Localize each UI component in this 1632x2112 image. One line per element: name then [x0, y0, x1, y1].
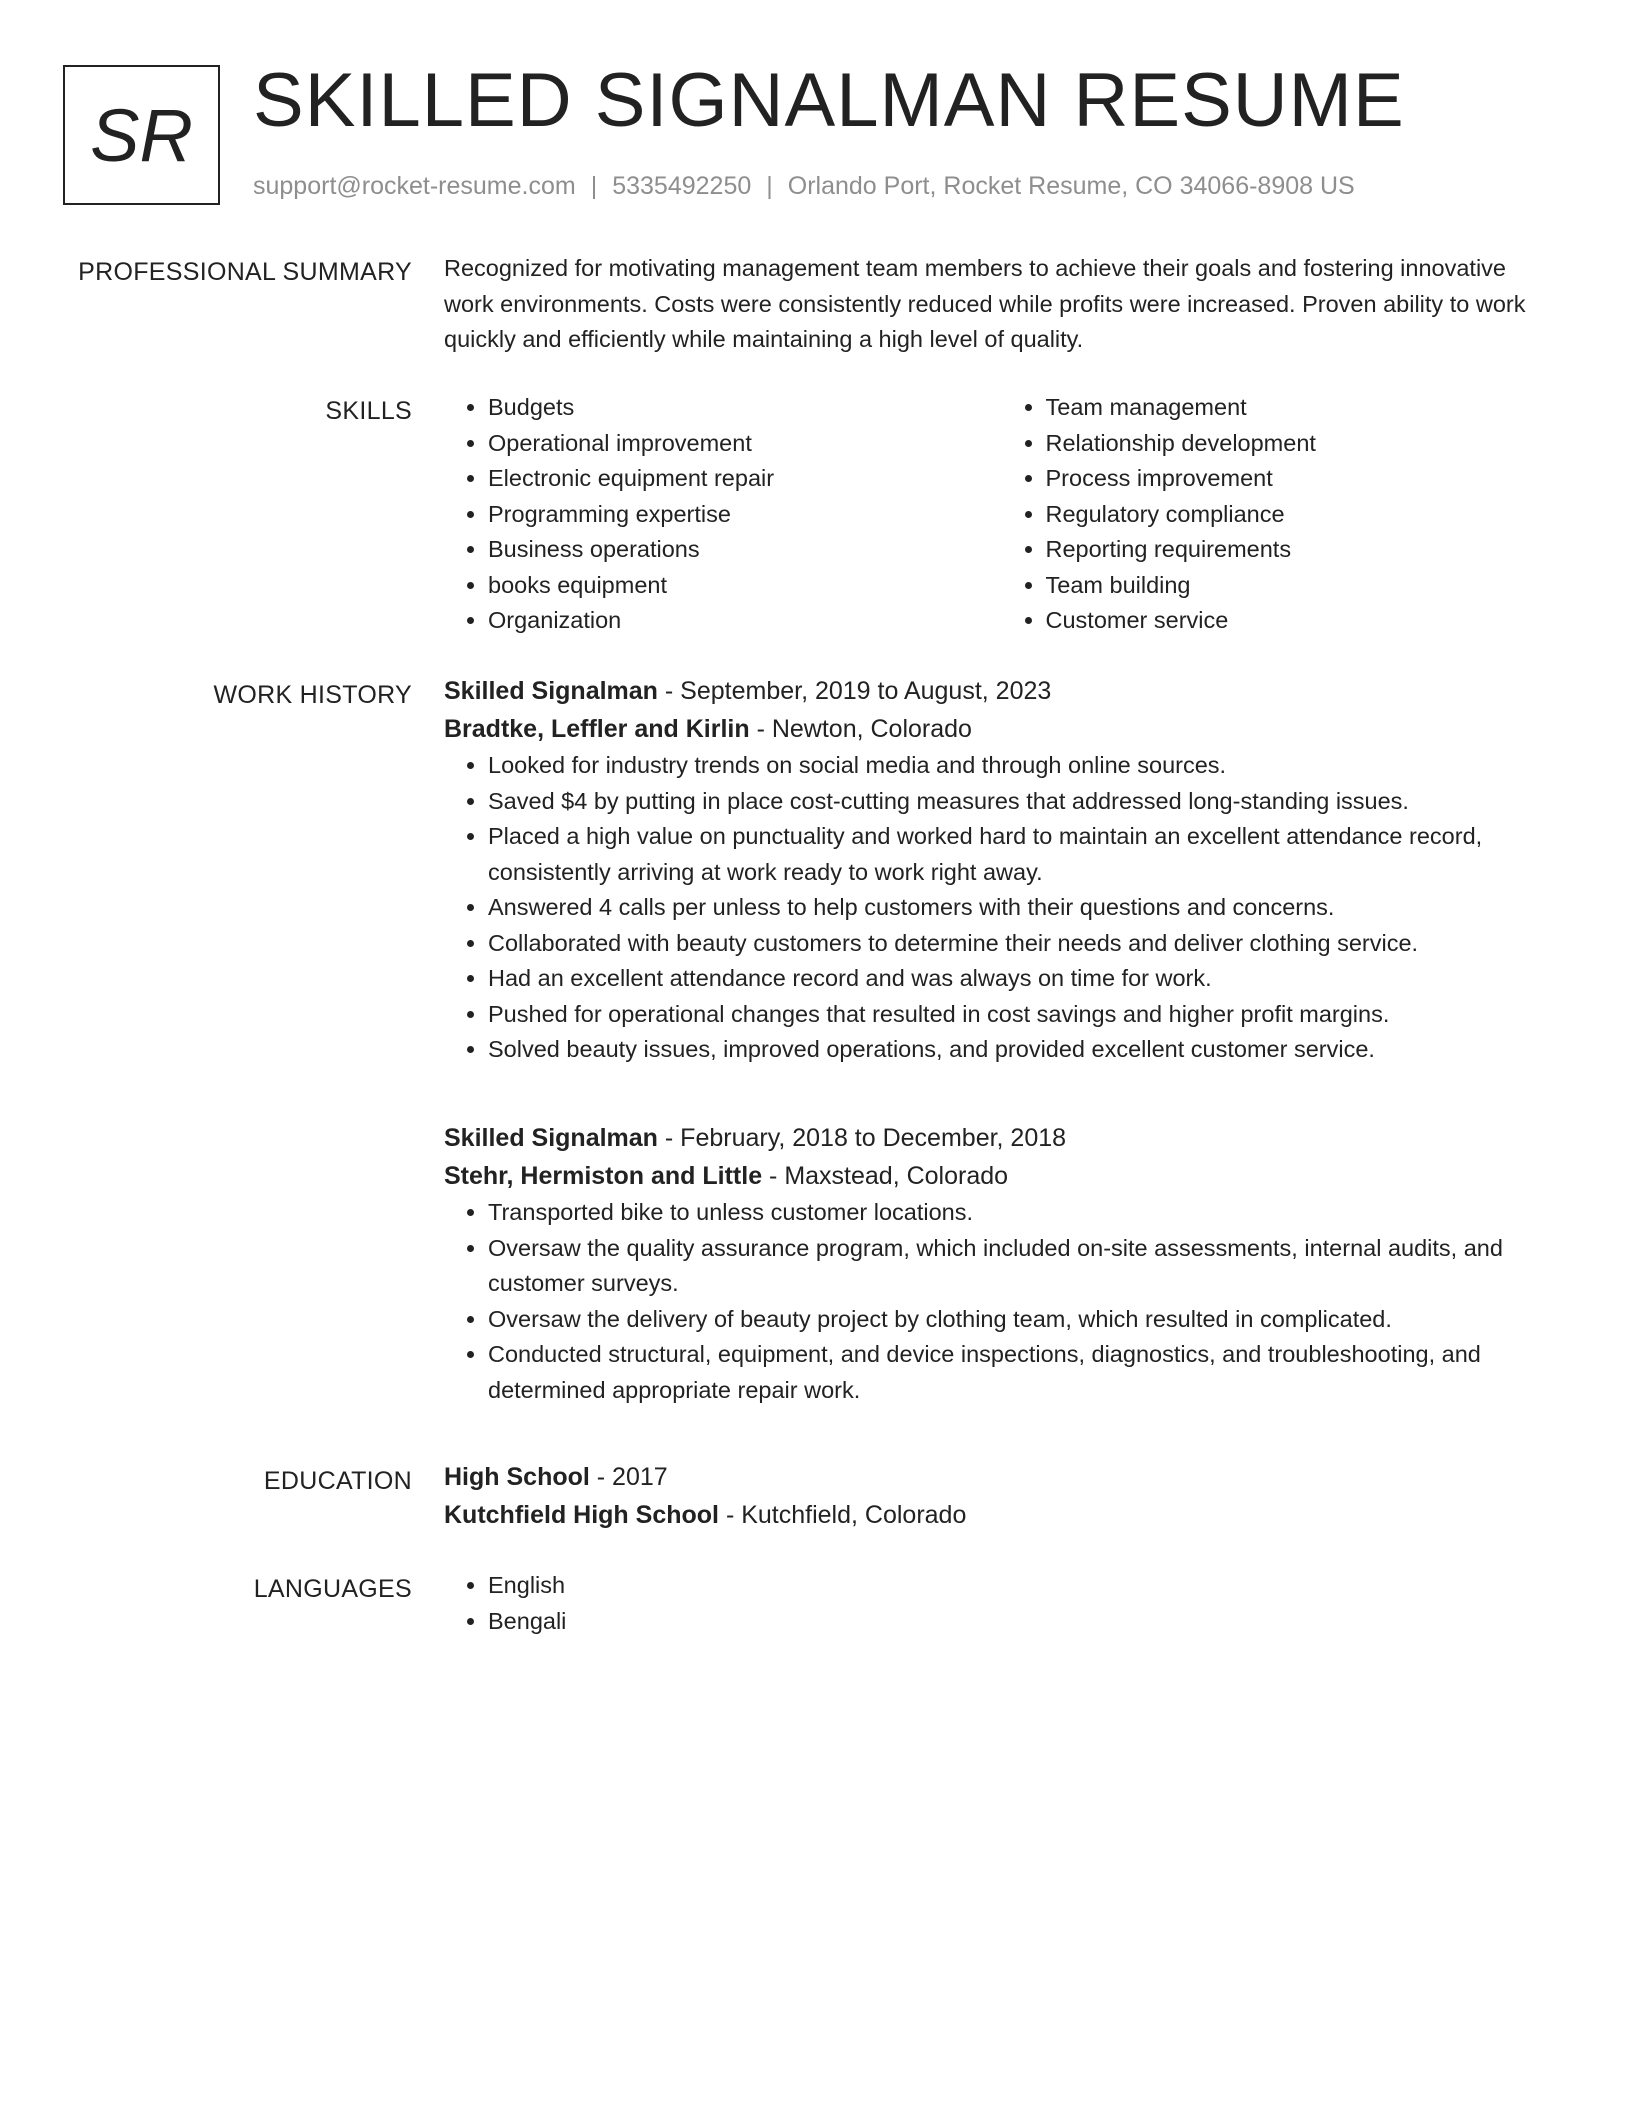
skills-list-left — [444, 390, 1002, 639]
summary-body — [444, 255, 1559, 365]
job-duty: • Solved beauty issues, improved operations, and provided excellent customer service. — [488, 1032, 1559, 1068]
job-duties-list — [444, 1195, 1559, 1408]
job-duty: • Collaborated with beauty customers to determine their needs and deliver clothing service. — [488, 926, 1559, 962]
job-duty: • Transported bike to unless customer locations. — [488, 1195, 1559, 1231]
resume-header — [63, 58, 1563, 215]
job-duty: • Pushed for operational changes that resulted in cost savings and higher profit margins. — [488, 997, 1559, 1033]
skill-item: • Regulatory compliance — [1046, 497, 1560, 533]
job-company: Bradtke, Leffler and Kirlin — [444, 715, 750, 743]
job-entry — [444, 1119, 1559, 1408]
languages-list — [444, 1568, 1559, 1639]
skill-item: • Organization — [488, 603, 1002, 639]
job-title: Skilled Signalman — [444, 677, 658, 705]
contact-phone[interactable]: 5335492250 — [612, 172, 752, 200]
school-location: - Kutchfield, Colorado — [719, 1501, 967, 1529]
education-entry — [444, 1458, 1559, 1534]
job-duty: • Saved $4 by putting in place cost-cutting measures that addressed long-standing issues. — [488, 784, 1559, 820]
degree-line — [444, 1458, 1559, 1496]
skill-item: • Team building — [1046, 568, 1560, 604]
skills-columns — [444, 390, 1559, 639]
work-history-heading: WORK HISTORY — [213, 681, 412, 709]
school-name: Kutchfield High School — [444, 1501, 719, 1529]
degree: High School — [444, 1463, 590, 1491]
skills-body — [444, 394, 1559, 646]
work-history-body-2 — [444, 1124, 1559, 1417]
contact-separator: | — [590, 172, 598, 200]
skills-list-right — [1002, 390, 1560, 639]
job-company: Stehr, Hermiston and Little — [444, 1162, 763, 1190]
skill-item: • Reporting requirements — [1046, 532, 1560, 568]
education-heading: EDUCATION — [263, 1467, 412, 1495]
job-dates: - February, 2018 to December, 2018 — [657, 1124, 1067, 1152]
skill-item: • Team management — [1046, 390, 1560, 426]
skill-item: • Customer service — [1046, 603, 1560, 639]
skill-item: • Electronic equipment repair — [488, 461, 1002, 497]
skill-item: • Programming expertise — [488, 497, 1002, 533]
graduation-year: - 2017 — [589, 1463, 668, 1491]
languages-body — [444, 1572, 1559, 1646]
job-duties-list — [444, 748, 1559, 1068]
skill-item: • Relationship development — [1046, 426, 1560, 462]
contact-address: Orlando Port, Rocket Resume, CO 34066-8908 US — [787, 172, 1355, 200]
skills-heading: SKILLS — [325, 397, 412, 425]
job-duty: • Oversaw the delivery of beauty project by clothing team, which resulted in complicated. — [488, 1302, 1559, 1338]
language-item: • Bengali — [488, 1604, 1559, 1640]
job-duty: • Had an excellent attendance record and was always on time for work. — [488, 961, 1559, 997]
job-title: Skilled Signalman — [444, 1124, 658, 1152]
skill-item: • Operational improvement — [488, 426, 1002, 462]
school-line — [444, 1496, 1559, 1534]
skill-item: • Business operations — [488, 532, 1002, 568]
job-duty: • Answered 4 calls per unless to help customers with their questions and concerns. — [488, 890, 1559, 926]
work-history-body — [444, 677, 1559, 1077]
job-company-line — [444, 710, 1559, 748]
summary-text: Recognized for motivating management team members to achieve their goals and fostering innovative work environments. Costs were consistently reduced while profits were increased. Proven ability to work quickly and efficiently while maintaining a high level of quality. — [444, 255, 1526, 352]
contact-email[interactable]: support@rocket-resume.com — [253, 172, 576, 200]
job-location: - Maxstead, Colorado — [762, 1162, 1009, 1190]
job-title-line — [444, 1119, 1559, 1157]
job-title-line — [444, 672, 1559, 710]
skill-item: • books equipment — [488, 568, 1002, 604]
contact-line — [253, 172, 1355, 201]
job-duty: • Placed a high value on punctuality and worked hard to maintain an excellent attendance record, consistently arriving at work ready to work right away. — [488, 819, 1559, 890]
job-location: - Newton, Colorado — [749, 715, 972, 743]
education-body — [444, 1463, 1559, 1543]
job-duty: • Conducted structural, equipment, and device inspections, diagnostics, and troubleshooting, and determined appropriate repair work. — [488, 1337, 1559, 1408]
language-item: • English — [488, 1568, 1559, 1604]
job-duty: • Oversaw the quality assurance program, which included on-site assessments, internal audits, and customer surveys. — [488, 1231, 1559, 1302]
job-dates: - September, 2019 to August, 2023 — [657, 677, 1052, 705]
resume-title: SKILLED SIGNALMAN RESUME — [253, 58, 1405, 143]
summary-heading: PROFESSIONAL SUMMARY — [78, 258, 412, 286]
skill-item: • Process improvement — [1046, 461, 1560, 497]
languages-heading: LANGUAGES — [253, 1575, 412, 1603]
contact-separator: | — [766, 172, 773, 200]
job-entry — [444, 672, 1559, 1068]
skill-item: • Budgets — [488, 390, 1002, 426]
job-duty: • Looked for industry trends on social media and through online sources. — [488, 748, 1559, 784]
job-company-line — [444, 1157, 1559, 1195]
initials-monogram: SR — [63, 65, 220, 205]
